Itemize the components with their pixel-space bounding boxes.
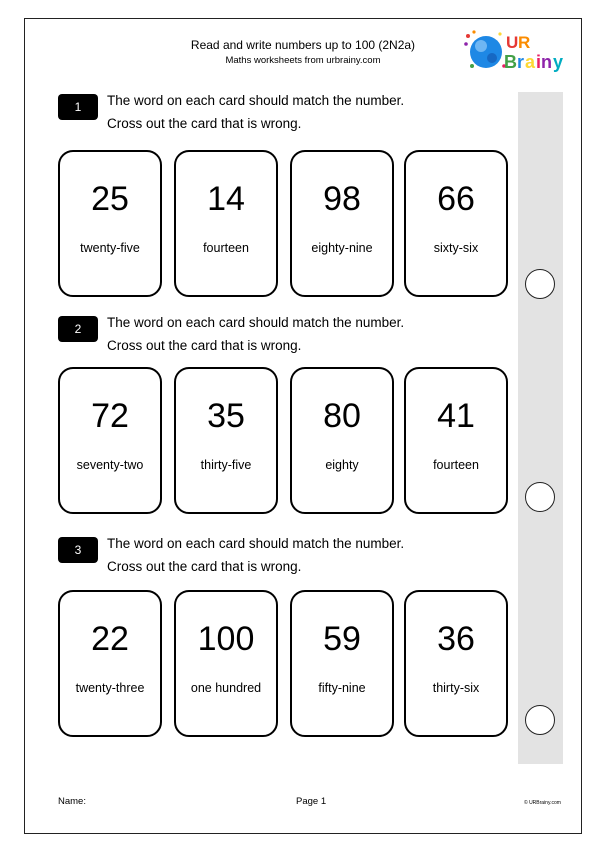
svg-text:n: n bbox=[541, 52, 552, 72]
svg-text:i: i bbox=[536, 52, 542, 72]
number-card[interactable] bbox=[404, 367, 508, 514]
card-number: 98 bbox=[323, 180, 361, 218]
number-card[interactable] bbox=[290, 367, 394, 514]
card-word: fifty-nine bbox=[318, 681, 366, 695]
svg-text:R: R bbox=[518, 33, 531, 52]
worksheet-title: Read and write numbers up to 100 (2N2a) bbox=[190, 38, 416, 52]
card-number: 25 bbox=[91, 180, 129, 218]
card-number: 22 bbox=[91, 620, 129, 658]
instruction-line: The word on each card should match the number. bbox=[107, 315, 405, 330]
card-word: twenty-five bbox=[80, 241, 140, 255]
question-instructions bbox=[107, 89, 404, 135]
punch-hole bbox=[525, 269, 555, 299]
instruction-line: Cross out the card that is wrong. bbox=[107, 559, 302, 574]
number-card[interactable] bbox=[174, 150, 278, 297]
instruction-line: Cross out the card that is wrong. bbox=[107, 338, 302, 353]
svg-text:U: U bbox=[506, 33, 519, 52]
name-label: Name: bbox=[58, 796, 86, 807]
svg-text:y: y bbox=[553, 52, 564, 72]
card-number: 14 bbox=[207, 180, 245, 218]
page-number: Page 1 bbox=[296, 796, 327, 807]
card-number: 72 bbox=[91, 397, 129, 435]
card-word: fourteen bbox=[203, 241, 249, 255]
question-number-badge: 1 bbox=[58, 94, 98, 120]
number-card[interactable] bbox=[290, 590, 394, 737]
number-card[interactable] bbox=[58, 367, 162, 514]
card-number: 80 bbox=[323, 397, 361, 435]
punch-hole bbox=[525, 705, 555, 735]
instruction-line: The word on each card should match the number. bbox=[107, 93, 405, 108]
punch-hole bbox=[525, 482, 555, 512]
svg-text:r: r bbox=[517, 52, 525, 72]
copyright: © URBrainy.com bbox=[524, 800, 561, 806]
svg-text:B: B bbox=[504, 52, 517, 72]
number-card[interactable] bbox=[174, 367, 278, 514]
number-card[interactable] bbox=[58, 150, 162, 297]
card-word: one hundred bbox=[190, 681, 262, 695]
number-card[interactable] bbox=[174, 590, 278, 737]
svg-text:a: a bbox=[525, 52, 536, 72]
question-number-badge: 2 bbox=[58, 316, 98, 342]
instruction-line: Cross out the card that is wrong. bbox=[107, 116, 302, 131]
question-number-badge: 3 bbox=[58, 537, 98, 563]
card-word: eighty bbox=[325, 458, 359, 472]
card-word: seventy-two bbox=[76, 458, 144, 472]
card-word: eighty-nine bbox=[311, 241, 373, 255]
card-number: 59 bbox=[323, 620, 361, 658]
card-word: thirty-six bbox=[432, 681, 480, 695]
question-instructions bbox=[107, 311, 404, 357]
number-card[interactable] bbox=[404, 590, 508, 737]
question-instructions bbox=[107, 532, 404, 578]
number-card[interactable] bbox=[290, 150, 394, 297]
instruction-line: The word on each card should match the number. bbox=[107, 536, 405, 551]
card-number: 41 bbox=[437, 397, 475, 435]
binder-strip bbox=[518, 92, 563, 764]
card-word: sixty-six bbox=[433, 241, 479, 255]
card-word: fourteen bbox=[433, 458, 479, 472]
card-word: thirty-five bbox=[200, 458, 252, 472]
number-card[interactable] bbox=[58, 590, 162, 737]
number-card[interactable] bbox=[404, 150, 508, 297]
card-number: 35 bbox=[207, 397, 245, 435]
worksheet-subtitle: Maths worksheets from urbrainy.com bbox=[225, 55, 381, 66]
card-number: 100 bbox=[197, 620, 255, 658]
card-number: 66 bbox=[437, 180, 475, 218]
card-word: twenty-three bbox=[75, 681, 145, 695]
urbrainy-logo bbox=[460, 26, 575, 78]
card-number: 36 bbox=[437, 620, 475, 658]
